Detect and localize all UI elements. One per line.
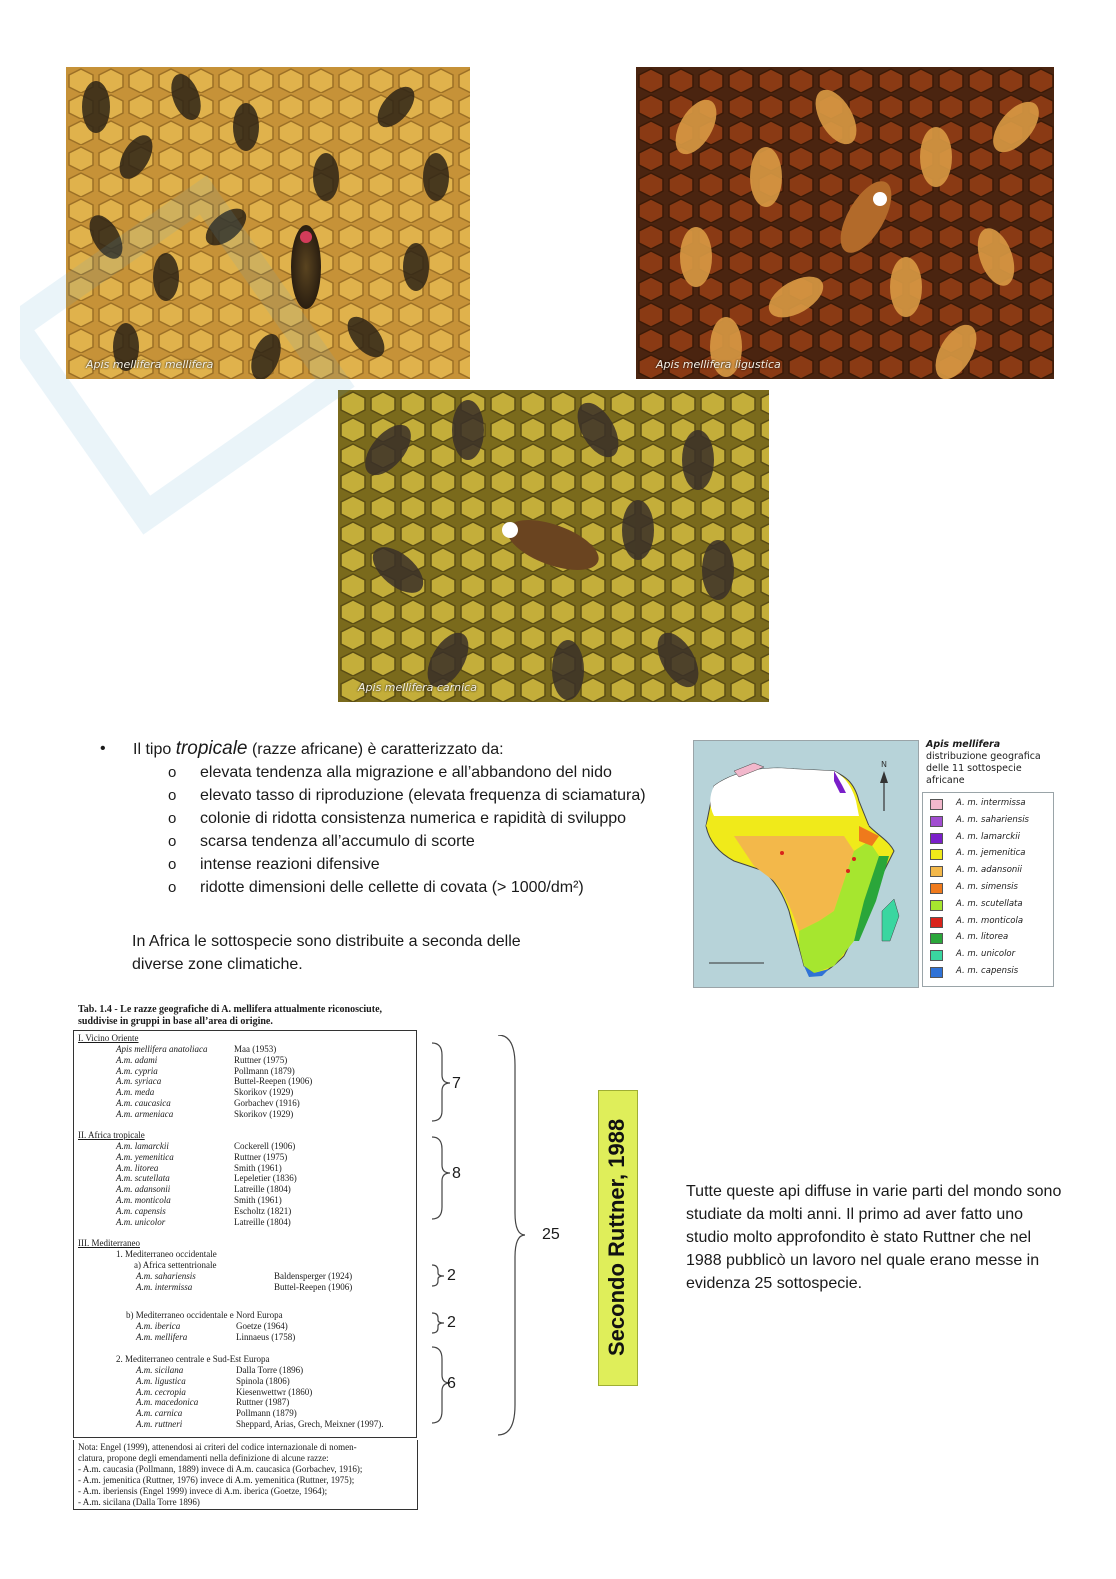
species-name: A.m. litorea [116, 1162, 159, 1173]
species-name: A.m. macedonica [136, 1397, 199, 1408]
bullet-marker: • [100, 740, 106, 757]
legend-swatch [930, 799, 943, 810]
species-name: A.m. syriaca [116, 1076, 162, 1087]
ruttner-paragraph: Tutte queste api diffuse in varie parti del mondo sono studiate da molti anni. Il primo ad aver fatto uno studio molto approfondito è stato Ruttner che nel 1988 pubblicò un lavoro nel quale erano messe in evidenza 25 sottospecie. [686, 1183, 1062, 1292]
note-line: - A.m. iberiensis (Engel 1999) invece di A.m. iberica (Goetze, 1964); [78, 1486, 328, 1496]
section-heading: III. Mediterraneo [78, 1238, 140, 1248]
section-heading: I. Vicino Oriente [78, 1033, 139, 1043]
legend-label: A. m. lamarckii [956, 831, 1020, 842]
legend-label: A. m. litorea [956, 932, 1009, 943]
group-count-total: 25 [542, 1226, 560, 1243]
list-item [100, 830, 680, 853]
group-count: 2 [447, 1314, 456, 1331]
note-line: - A.m. sicilana (Dalla Torre 1896) [78, 1497, 200, 1507]
photo-apis-mellifera-carnica [338, 390, 769, 702]
species-name: A.m. capensis [116, 1205, 166, 1216]
tropicale-traits-list [100, 761, 680, 899]
species-name: Apis mellifera anatoliaca [116, 1044, 208, 1054]
species-author: Ruttner (1987) [236, 1397, 290, 1408]
species-name: A.m. yemenitica [116, 1151, 174, 1162]
sub-marker: o [168, 787, 177, 804]
note-line: - A.m. caucasia (Pollmann, 1889) invece di A.m. caucasica (Gorbachev, 1916); [78, 1464, 363, 1474]
legend-swatch [930, 816, 943, 827]
species-name: A.m. cypria [116, 1065, 158, 1076]
map-legend [922, 792, 1054, 987]
group-count: 7 [452, 1075, 461, 1092]
note-line: clatura, propone degli emendamenti nella definizione di alcune razze: [78, 1453, 329, 1463]
species-name: A.m. ligustica [136, 1375, 186, 1386]
tropicale-bullet-block [100, 737, 680, 899]
species-author: Escholtz (1821) [234, 1205, 292, 1216]
species-author: Linnaeus (1758) [236, 1331, 296, 1342]
sub-marker: o [168, 764, 177, 781]
africa-note: In Africa le sottospecie sono distribuite a seconda delle diverse zone climatiche. [132, 933, 521, 973]
list-item-text: elevata tendenza alla migrazione e all’abbandono del nido [200, 764, 612, 781]
subspecies-table [73, 1030, 417, 1438]
legend-swatch [930, 833, 943, 844]
species-author: Smith (1961) [234, 1162, 282, 1173]
species-name: A.m. sahariensis [136, 1271, 196, 1281]
list-item [100, 807, 680, 830]
bullet-intro [100, 737, 680, 761]
map-title-line: distribuzione geografica [926, 751, 1041, 762]
sub-marker: o [168, 833, 177, 850]
species-author: Buttel-Reepen (1906) [234, 1076, 313, 1087]
sub-marker: o [168, 856, 177, 873]
species-author: Latreille (1804) [234, 1184, 291, 1195]
species-name: A.m. sicilana [136, 1365, 184, 1375]
north-label: N [881, 760, 887, 769]
list-item-text: intense reazioni difensive [200, 856, 380, 873]
species-author: Latreille (1804) [234, 1216, 291, 1227]
species-author: Ruttner (1975) [234, 1151, 288, 1162]
species-name: A.m. unicolor [116, 1216, 166, 1227]
list-item-text: elevato tasso di riproduzione (elevata frequenza di sciamatura) [200, 787, 646, 804]
species-author: Kiesenwettwr (1860) [236, 1386, 313, 1397]
legend-label: A. m. unicolor [956, 949, 1016, 960]
section-heading: 1. Mediterraneo occidentale [116, 1249, 217, 1259]
map-title-line: africane [926, 775, 965, 786]
species-name: A.m. intermissa [136, 1281, 193, 1292]
group-count: 8 [452, 1165, 461, 1182]
species-name: A.m. mellifera [136, 1331, 188, 1342]
species-author: Ruttner (1975) [234, 1054, 288, 1065]
species-author: Pollmann (1879) [234, 1065, 295, 1076]
ruttner-label: Secondo Ruttner, 1988 [604, 1118, 629, 1356]
intro-emphasis: tropicale [175, 738, 248, 759]
section-heading: II. Africa tropicale [78, 1130, 145, 1140]
legend-swatch [930, 967, 943, 978]
species-name: A.m. adami [116, 1054, 158, 1065]
species-author: Spinola (1806) [236, 1375, 290, 1386]
note-line: - A.m. jemenitica (Ruttner, 1976) invece di A.m. yemenitica (Ruttner, 1975); [78, 1475, 355, 1485]
photo-caption: Apis mellifera carnica [358, 681, 477, 694]
sub-marker: o [168, 879, 177, 896]
species-author: Maa (1953) [234, 1044, 277, 1054]
section-heading: b) Mediterraneo occidentale e Nord Europa [126, 1310, 283, 1320]
species-name: A.m. cecropia [136, 1386, 186, 1397]
group-braces [420, 1035, 540, 1445]
legend-label: A. m. intermissa [956, 798, 1026, 808]
map-title [926, 739, 1086, 787]
list-item [100, 876, 680, 899]
photo-apis-mellifera-mellifera [66, 67, 470, 379]
africa-map-illustration [694, 741, 918, 987]
species-name: A.m. adansonii [116, 1184, 171, 1195]
bee-photo-illustration [66, 67, 470, 379]
species-author: Goetze (1964) [236, 1321, 288, 1331]
photo-caption: Apis mellifera ligustica [656, 358, 781, 371]
intro-suffix: (razze africane) è caratterizzato da: [247, 741, 504, 758]
species-name: A.m. scutellata [116, 1173, 170, 1184]
species-author: Dalla Torre (1896) [236, 1365, 304, 1375]
species-name: A.m. lamarckii [116, 1141, 169, 1151]
list-item-text: ridotte dimensioni delle cellette di covata (> 1000/dm²) [200, 879, 584, 896]
species-author: Skorikov (1929) [234, 1108, 294, 1119]
legend-label: A. m. simensis [956, 882, 1018, 892]
bee-photo-illustration [338, 390, 769, 702]
legend-label: A. m. capensis [956, 966, 1019, 976]
list-item [100, 784, 680, 807]
species-author: Gorbachev (1916) [234, 1098, 300, 1108]
legend-label: A. m. adansonii [956, 865, 1022, 876]
legend-swatch [930, 866, 943, 877]
list-item [100, 761, 680, 784]
species-name: A.m. carnica [136, 1408, 183, 1419]
photo-caption: Apis mellifera mellifera [86, 358, 214, 371]
map-title-species: Apis mellifera [926, 739, 1001, 750]
species-name: A.m. caucasica [116, 1098, 171, 1108]
group-count: 2 [447, 1267, 456, 1284]
species-name: A.m. armeniaca [116, 1108, 174, 1119]
species-name: A.m. iberica [136, 1321, 181, 1331]
legend-swatch [930, 933, 943, 944]
table-note [73, 1440, 418, 1510]
legend-label: A. m. jemenitica [956, 848, 1026, 859]
species-author: Buttel-Reepen (1906) [274, 1281, 353, 1292]
species-name: A.m. ruttneri [136, 1419, 183, 1429]
photo-apis-mellifera-ligustica [636, 67, 1054, 379]
sub-marker: o [168, 810, 177, 827]
species-author: Smith (1961) [234, 1195, 282, 1205]
section-heading: a) Africa settentrionale [134, 1260, 217, 1270]
legend-label: A. m. monticola [956, 915, 1024, 926]
legend-swatch [930, 849, 943, 860]
legend-label: A. m. sahariensis [956, 814, 1029, 825]
section-heading: 2. Mediterraneo centrale e Sud-Est Europa [116, 1354, 270, 1364]
species-author: Lepeletier (1836) [234, 1173, 297, 1184]
map-title-line: delle 11 sottospecie [926, 763, 1022, 774]
species-author: Pollmann (1879) [236, 1408, 297, 1419]
legend-label: A. m. scutellata [956, 898, 1023, 909]
species-author: Baldensperger (1924) [274, 1271, 353, 1281]
list-item [100, 853, 680, 876]
list-item-text: colonie di ridotta consistenza numerica e rapidità di sviluppo [200, 810, 627, 827]
bee-photo-illustration [636, 67, 1054, 379]
legend-swatch [930, 917, 943, 928]
species-author: Skorikov (1929) [234, 1087, 294, 1098]
legend-swatch [930, 900, 943, 911]
africa-map [693, 740, 919, 988]
species-author: Cockerell (1906) [234, 1141, 296, 1151]
note-line: Nota: Engel (1999), attenendosi ai criteri del codice internazionale di nomen- [78, 1442, 357, 1452]
group-count: 6 [447, 1375, 456, 1392]
intro-prefix: Il tipo [133, 741, 176, 758]
species-author: Sheppard, Arias, Grech, Meixner (1997). [236, 1419, 384, 1429]
legend-swatch [930, 950, 943, 961]
list-item-text: scarsa tendenza all’accumulo di scorte [200, 833, 475, 850]
table-title: Tab. 1.4 - Le razze geografiche di A. mellifera attualmente riconosciute, suddivise in gruppi in base all’area di origine. [78, 1004, 383, 1027]
species-name: A.m. monticola [116, 1195, 171, 1205]
legend-swatch [930, 883, 943, 894]
species-name: A.m. meda [116, 1087, 155, 1098]
